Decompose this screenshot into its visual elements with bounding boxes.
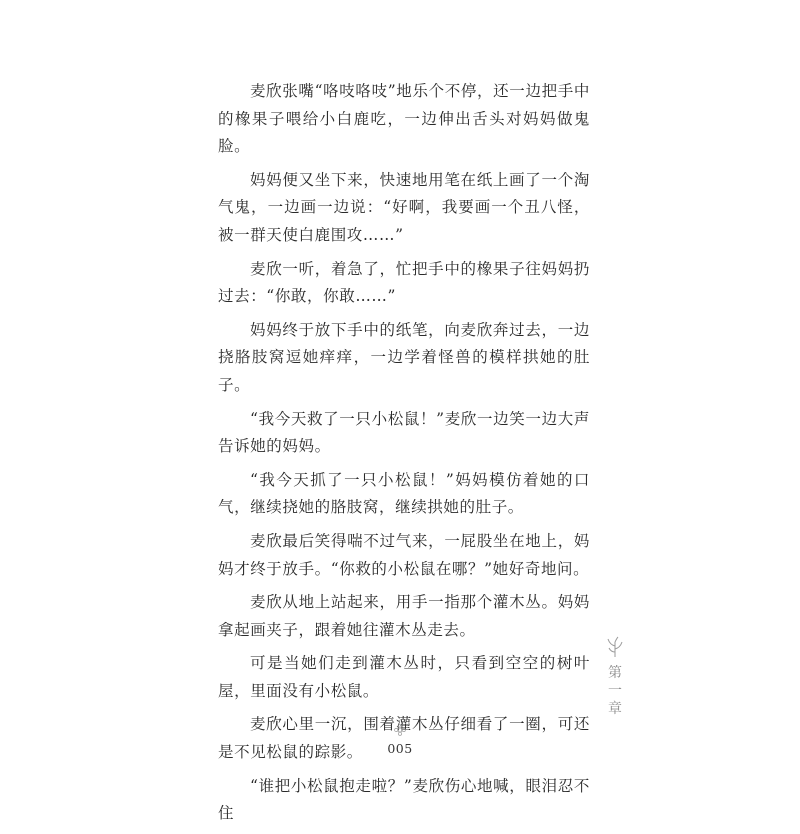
chapter-label-char: 第 xyxy=(608,665,622,681)
chapter-marker xyxy=(602,636,628,718)
paragraph: “我今天救了一只小松鼠！”麦欣一边笑一边大声告诉她的妈妈。 xyxy=(218,409,590,456)
sprout-icon xyxy=(605,636,625,658)
paragraph: 麦欣心里一沉，围着灌木丛仔细看了一圈，可还是不见松鼠的踪影。 xyxy=(218,715,590,762)
body-text xyxy=(218,78,590,834)
paragraph: 麦欣一听，着急了，忙把手中的橡果子往妈妈扔过去：“你敢，你敢……” xyxy=(218,259,590,306)
paragraph: 麦欣从地上站起来，用手一指那个灌木丛。妈妈拿起画夹子，跟着她往灌木丛走去。 xyxy=(218,593,590,639)
paragraph: 妈妈终于放下手中的纸笔，向麦欣奔过去，一边挠胳肢窝逗她痒痒，一边学着怪兽的模样拱她的肚子。 xyxy=(218,320,590,394)
flower-ornament-icon xyxy=(394,724,406,736)
page-footer xyxy=(0,724,800,757)
paragraph: 妈妈便又坐下来，快速地用笔在纸上画了一个淘气鬼，一边画一边说：“好啊，我要画一个丑八怪，被一群天使白鹿围攻……” xyxy=(218,170,590,244)
paragraph: 麦欣最后笑得喘不过气来，一屁股坐在地上，妈妈才终于放手。“你救的小松鼠在哪？”她好奇地问。 xyxy=(218,531,590,578)
paragraph: 可是当她们走到灌木丛时，只看到空空的树叶屋，里面没有小松鼠。 xyxy=(218,654,590,700)
paragraph: 麦欣张嘴“咯吱咯吱”地乐个不停，还一边把手中的橡果子喂给小白鹿吃，一边伸出舌头对妈妈做鬼脸。 xyxy=(218,82,590,156)
paragraph: “谁把小松鼠抱走啦？”麦欣伤心地喊，眼泪忍不住 xyxy=(218,776,590,823)
chapter-label-char: 一 xyxy=(608,683,622,699)
chapter-label-char: 章 xyxy=(608,701,622,717)
page-number: 005 xyxy=(387,741,413,756)
paragraph: “我今天抓了一只小松鼠！”妈妈模仿着她的口气，继续挠她的胳肢窝，继续拱她的肚子。 xyxy=(218,470,590,517)
